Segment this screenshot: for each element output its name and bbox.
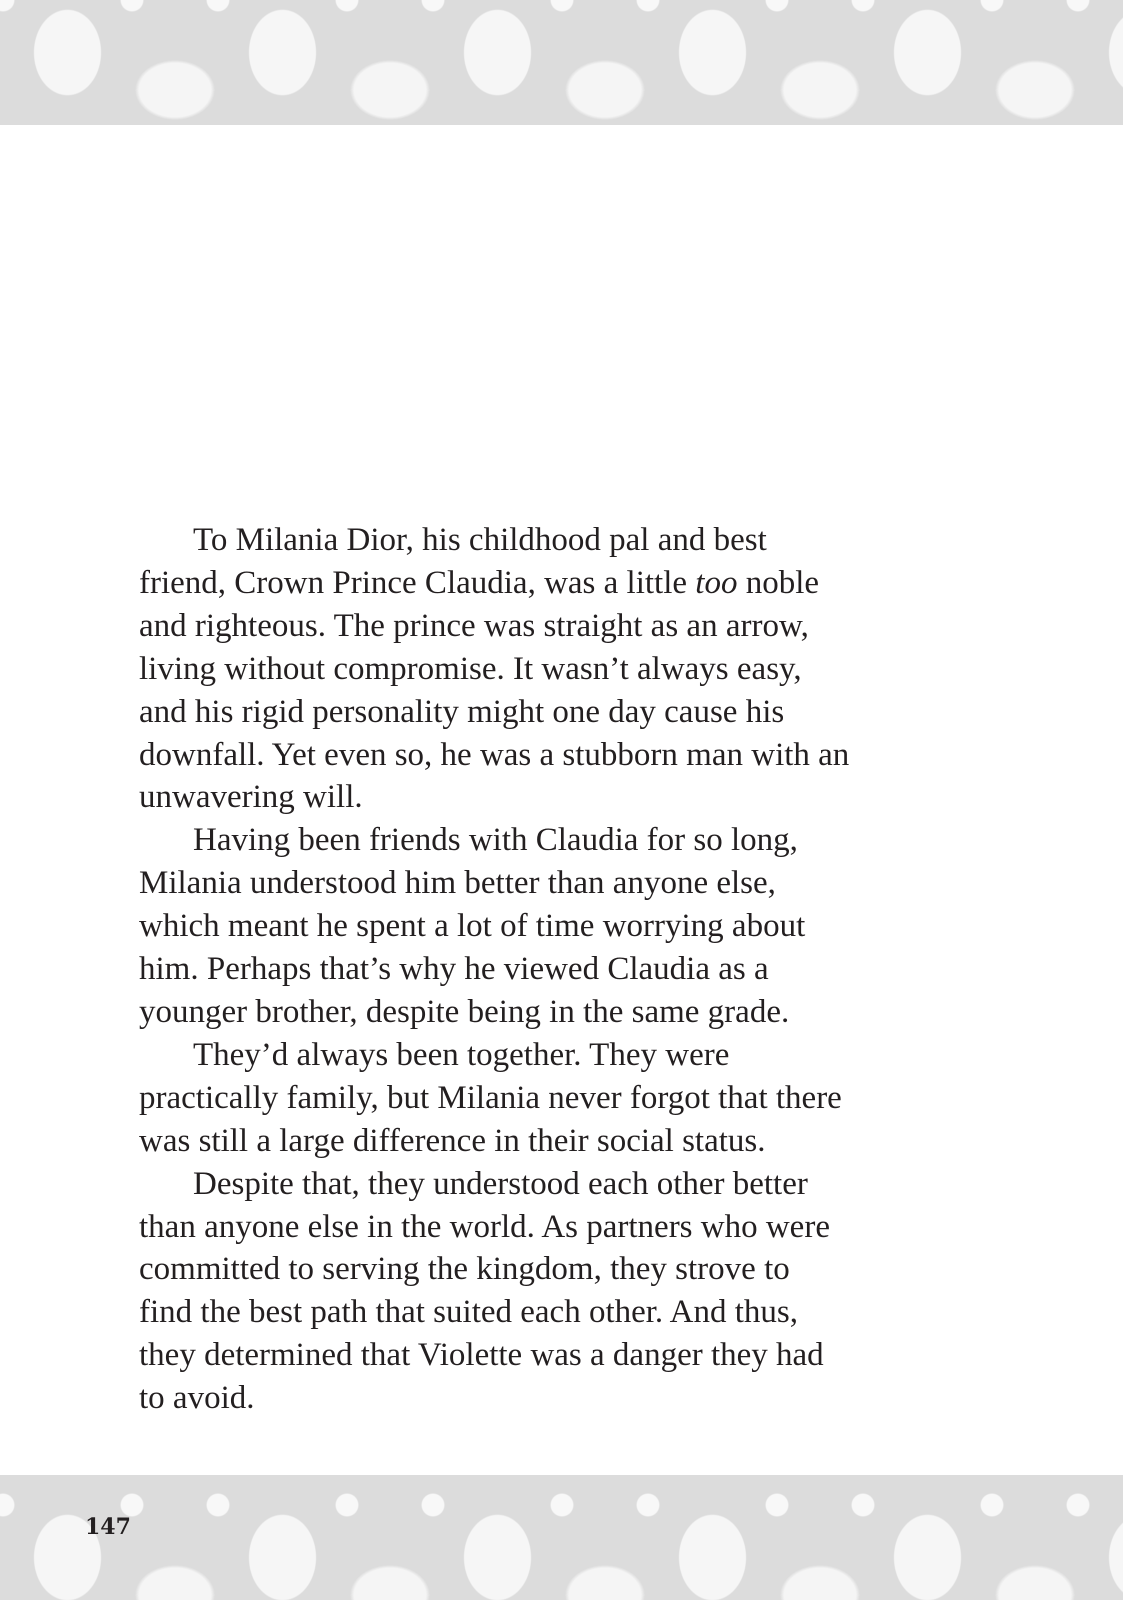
text-line: and righteous. The prince was straight as an arrow, xyxy=(139,607,809,644)
paragraph xyxy=(139,1034,959,1163)
text-line: to avoid. xyxy=(139,1380,255,1417)
text-line: practically family, but Milania never forgot that there xyxy=(139,1079,842,1116)
text-line: unwavering will. xyxy=(139,779,363,816)
text-line: Having been friends with Claudia for so long, xyxy=(193,822,798,859)
text-line: committed to serving the kingdom, they strove to xyxy=(139,1251,790,1288)
text-line: living without compromise. It wasn’t always easy, xyxy=(139,650,802,687)
paragraph xyxy=(139,519,959,819)
text-line: than anyone else in the world. As partners who were xyxy=(139,1208,830,1245)
text-line: and his rigid personality might one day cause his xyxy=(139,693,785,730)
text-line: They’d always been together. They were xyxy=(193,1036,730,1073)
emphasis: too xyxy=(695,564,738,601)
text-line: younger brother, despite being in the same grade. xyxy=(139,993,790,1030)
text-line: Despite that, they understood each other better xyxy=(193,1165,808,1202)
text-line: they determined that Violette was a danger they had xyxy=(139,1337,824,1374)
header-damask-band xyxy=(0,0,1123,125)
text-line: him. Perhaps that’s why he viewed Claudia as a xyxy=(139,951,769,988)
text-line: find the best path that suited each other. And thus, xyxy=(139,1294,798,1331)
page-number: 147 xyxy=(85,1514,131,1540)
text-line: To Milania Dior, his childhood pal and best xyxy=(193,522,767,558)
text-line: Milania understood him better than anyone else, xyxy=(139,865,776,902)
body-text xyxy=(139,519,959,1420)
text-line: was still a large difference in their social status. xyxy=(139,1122,766,1159)
paragraph xyxy=(139,819,959,1034)
text-line: which meant he spent a lot of time worrying about xyxy=(139,908,806,945)
footer-damask-band xyxy=(0,1475,1123,1600)
paragraph xyxy=(139,1163,959,1420)
text-line: downfall. Yet even so, he was a stubborn man with an xyxy=(139,736,850,773)
text-line: friend, Crown Prince Claudia, was a little too noble xyxy=(139,564,820,601)
